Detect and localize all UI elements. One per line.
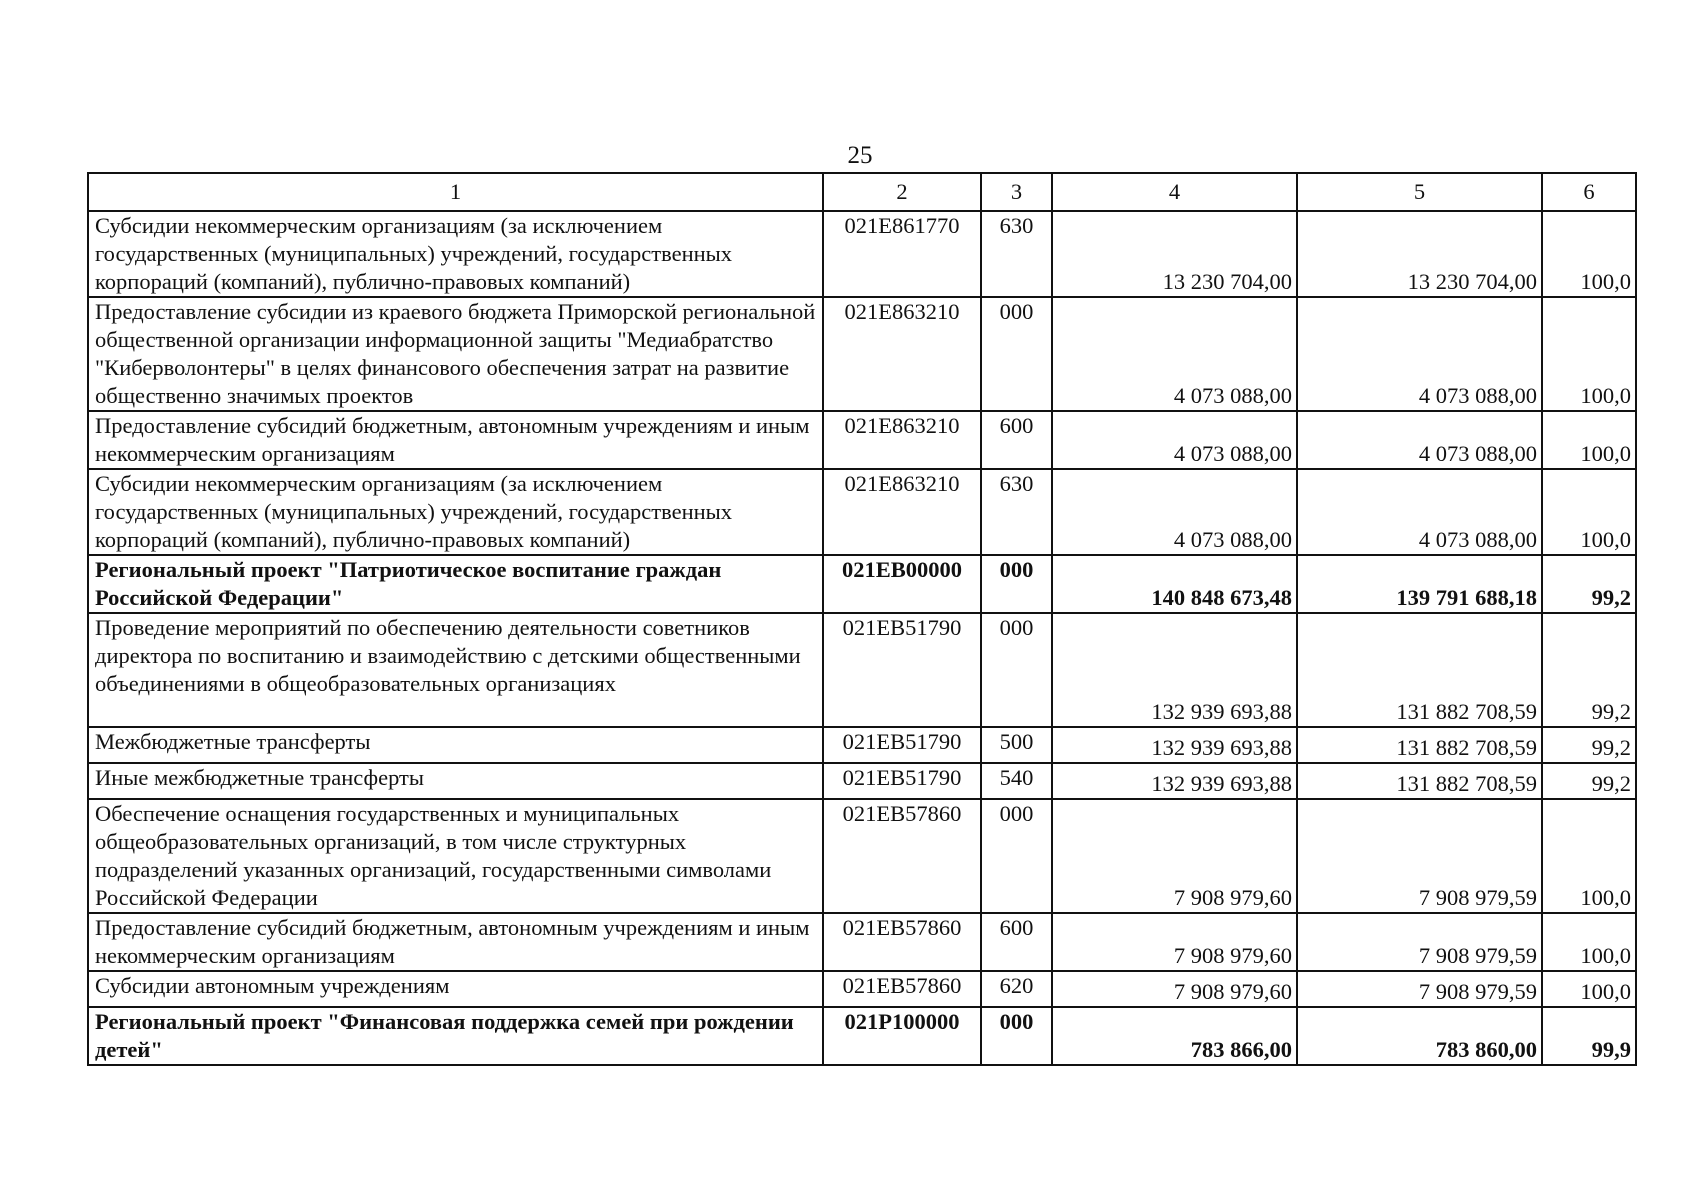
row-executed-amount: 13 230 704,00: [1297, 211, 1542, 297]
table-row: [88, 1007, 1636, 1065]
row-execution-percent: 100,0: [1542, 297, 1636, 411]
row-executed-amount: 7 908 979,59: [1297, 913, 1542, 971]
row-description: Региональный проект "Патриотическое воспитание граждан Российской Федерации": [88, 555, 823, 613]
row-execution-percent: 99,2: [1542, 727, 1636, 763]
table-row: [88, 613, 1636, 727]
row-target-code: 021EB57860: [823, 971, 981, 1007]
row-description: Обеспечение оснащения государственных и муниципальных общеобразовательных организаций, в том числе структурных подразделений указанных организаций, государственными символами Российской Федерации: [88, 799, 823, 913]
row-expense-type-code: 000: [981, 297, 1052, 411]
table-row: [88, 913, 1636, 971]
row-expense-type-code: 540: [981, 763, 1052, 799]
row-expense-type-code: 500: [981, 727, 1052, 763]
row-expense-type-code: 620: [981, 971, 1052, 1007]
row-target-code: 021E863210: [823, 469, 981, 555]
row-executed-amount: 4 073 088,00: [1297, 469, 1542, 555]
row-execution-percent: 99,2: [1542, 555, 1636, 613]
row-target-code: 021P100000: [823, 1007, 981, 1065]
table-row: [88, 555, 1636, 613]
header-cell-1: 1: [88, 173, 823, 211]
row-description: Субсидии некоммерческим организациям (за исключением государственных (муниципальных) учреждений, государственных корпораций (компаний), публично-правовых компаний): [88, 469, 823, 555]
table-row: [88, 297, 1636, 411]
row-execution-percent: 100,0: [1542, 469, 1636, 555]
row-expense-type-code: 000: [981, 1007, 1052, 1065]
row-description: Субсидии автономным учреждениям: [88, 971, 823, 1007]
budget-table: [87, 172, 1637, 1066]
row-target-code: 021EB51790: [823, 613, 981, 727]
row-planned-amount: 4 073 088,00: [1052, 411, 1297, 469]
row-executed-amount: 131 882 708,59: [1297, 727, 1542, 763]
row-execution-percent: 99,2: [1542, 613, 1636, 727]
row-expense-type-code: 630: [981, 469, 1052, 555]
page-number: 25: [847, 142, 873, 169]
row-description: Субсидии некоммерческим организациям (за исключением государственных (муниципальных) учреждений, государственных корпораций (компаний), публично-правовых компаний): [88, 211, 823, 297]
row-target-code: 021E861770: [823, 211, 981, 297]
row-planned-amount: 7 908 979,60: [1052, 799, 1297, 913]
table-row: [88, 411, 1636, 469]
row-planned-amount: 132 939 693,88: [1052, 613, 1297, 727]
row-target-code: 021EB57860: [823, 799, 981, 913]
row-expense-type-code: 600: [981, 411, 1052, 469]
row-executed-amount: 783 860,00: [1297, 1007, 1542, 1065]
row-description: Проведение мероприятий по обеспечению деятельности советников директора по воспитанию и взаимодействию с детскими общественными объединениями в общеобразовательных организациях: [88, 613, 823, 727]
row-planned-amount: 13 230 704,00: [1052, 211, 1297, 297]
table-row: [88, 211, 1636, 297]
row-planned-amount: 783 866,00: [1052, 1007, 1297, 1065]
row-executed-amount: 7 908 979,59: [1297, 971, 1542, 1007]
table-row: [88, 763, 1636, 799]
row-expense-type-code: 000: [981, 799, 1052, 913]
row-planned-amount: 4 073 088,00: [1052, 469, 1297, 555]
row-planned-amount: 7 908 979,60: [1052, 971, 1297, 1007]
row-description: Предоставление субсидий бюджетным, автономным учреждениям и иным некоммерческим организациям: [88, 411, 823, 469]
header-cell-5: 5: [1297, 173, 1542, 211]
row-execution-percent: 100,0: [1542, 971, 1636, 1007]
table-header-row: [88, 173, 1636, 211]
row-execution-percent: 100,0: [1542, 799, 1636, 913]
row-execution-percent: 100,0: [1542, 913, 1636, 971]
row-executed-amount: 131 882 708,59: [1297, 763, 1542, 799]
header-cell-2: 2: [823, 173, 981, 211]
row-execution-percent: 100,0: [1542, 211, 1636, 297]
row-planned-amount: 4 073 088,00: [1052, 297, 1297, 411]
row-executed-amount: 131 882 708,59: [1297, 613, 1542, 727]
row-planned-amount: 132 939 693,88: [1052, 727, 1297, 763]
row-executed-amount: 7 908 979,59: [1297, 799, 1542, 913]
row-executed-amount: 4 073 088,00: [1297, 411, 1542, 469]
row-planned-amount: 132 939 693,88: [1052, 763, 1297, 799]
row-target-code: 021EB57860: [823, 913, 981, 971]
row-executed-amount: 4 073 088,00: [1297, 297, 1542, 411]
table-row: [88, 799, 1636, 913]
row-execution-percent: 100,0: [1542, 411, 1636, 469]
row-expense-type-code: 600: [981, 913, 1052, 971]
header-cell-3: 3: [981, 173, 1052, 211]
row-description: Предоставление субсидий бюджетным, автономным учреждениям и иным некоммерческим организациям: [88, 913, 823, 971]
row-executed-amount: 139 791 688,18: [1297, 555, 1542, 613]
row-execution-percent: 99,2: [1542, 763, 1636, 799]
row-target-code: 021E863210: [823, 297, 981, 411]
row-expense-type-code: 000: [981, 555, 1052, 613]
row-expense-type-code: 000: [981, 613, 1052, 727]
table-row: [88, 727, 1636, 763]
row-target-code: 021E863210: [823, 411, 981, 469]
header-cell-4: 4: [1052, 173, 1297, 211]
row-description: Межбюджетные трансферты: [88, 727, 823, 763]
table-row: [88, 971, 1636, 1007]
row-target-code: 021EB51790: [823, 727, 981, 763]
table-body: [88, 173, 1636, 1065]
row-expense-type-code: 630: [981, 211, 1052, 297]
row-description: Иные межбюджетные трансферты: [88, 763, 823, 799]
row-description: Предоставление субсидии из краевого бюджета Приморской региональной общественной организации информационной защиты "Медиабратство "Киберволонтеры" в целях финансового обеспечения затрат на развитие общественно значимых проектов: [88, 297, 823, 411]
row-target-code: 021EB00000: [823, 555, 981, 613]
row-planned-amount: 140 848 673,48: [1052, 555, 1297, 613]
row-description: Региональный проект "Финансовая поддержка семей при рождении детей": [88, 1007, 823, 1065]
table-row: [88, 469, 1636, 555]
row-planned-amount: 7 908 979,60: [1052, 913, 1297, 971]
row-execution-percent: 99,9: [1542, 1007, 1636, 1065]
row-target-code: 021EB51790: [823, 763, 981, 799]
header-cell-6: 6: [1542, 173, 1636, 211]
